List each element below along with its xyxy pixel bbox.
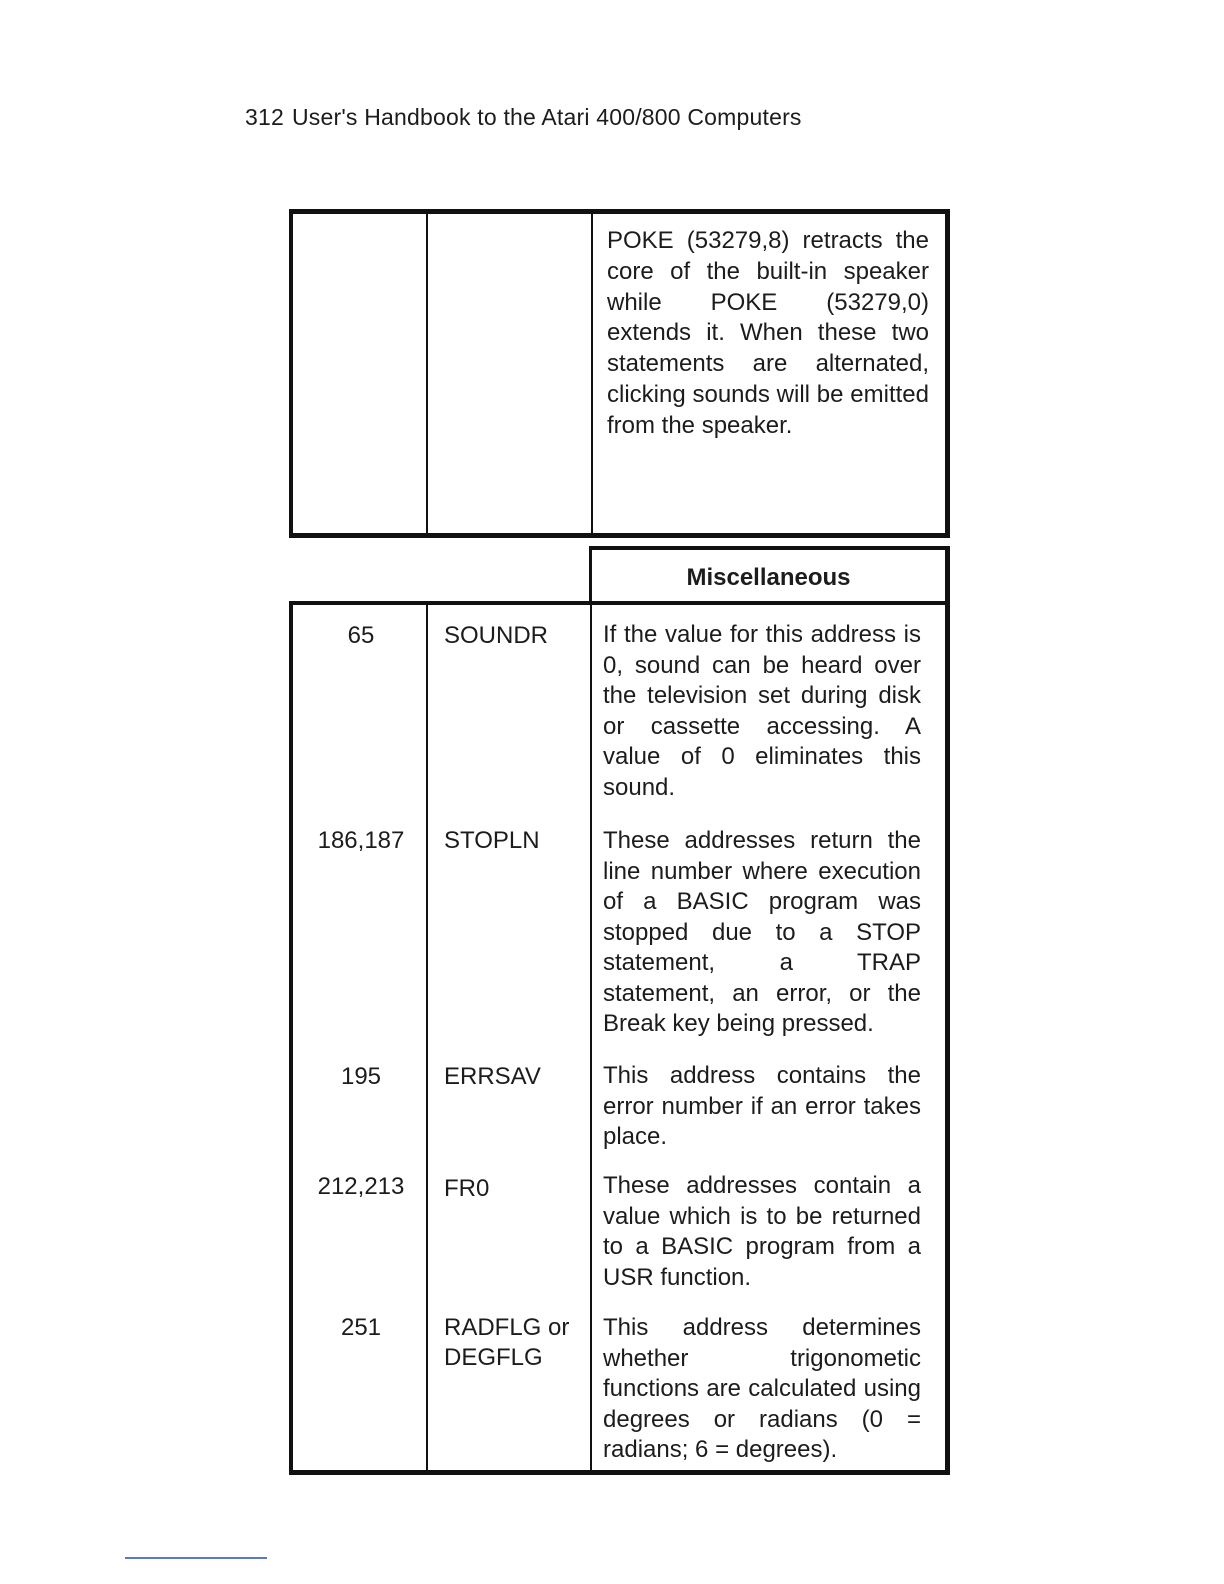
row-label: RADFLG or DEGFLG (444, 1314, 570, 1371)
section-heading: Miscellaneous (589, 546, 950, 604)
row-label: SOUNDR (444, 622, 549, 649)
continued-description: POKE (53279,8) retracts the core of the built-in speaker while POKE (53279,0) extends it. When these two statements are alternated, clicking sounds will be emitted from the speaker. (607, 227, 929, 439)
column-divider (591, 214, 593, 533)
row-address: 212,213 (317, 1173, 405, 1200)
page-number: 312 (245, 104, 284, 130)
row-description: This address contains the error number if an error takes place. (603, 1062, 921, 1150)
row-description: This address determines whether trigonometic functions are calculated using degrees or radians (0 = radians; 6 = degrees). (603, 1314, 921, 1463)
row-address: 65 (347, 622, 375, 649)
row-description: If the value for this address is 0, sound can be heard over the television set during disk or cassette accessing. A value of 0 eliminates this sound. (603, 621, 921, 801)
column-divider (426, 214, 428, 533)
row-description: These addresses contain a value which is to be returned to a BASIC program from a USR function. (603, 1172, 921, 1291)
footnote-rule (125, 1557, 267, 1559)
row-label: FR0 (444, 1175, 490, 1202)
row-label: STOPLN (444, 827, 540, 854)
row-description: These addresses return the line number where execution of a BASIC program was stopped due to a STOP statement, a TRAP statement, an error, or the Break key being pressed. (603, 827, 921, 1037)
page-header (245, 104, 802, 131)
row-address: 251 (340, 1314, 382, 1341)
column-divider (590, 605, 592, 1470)
book-title: User's Handbook to the Atari 400/800 Computers (291, 104, 802, 130)
row-label: ERRSAV (444, 1063, 541, 1090)
row-address: 195 (340, 1063, 382, 1090)
row-address: 186,187 (317, 827, 405, 854)
